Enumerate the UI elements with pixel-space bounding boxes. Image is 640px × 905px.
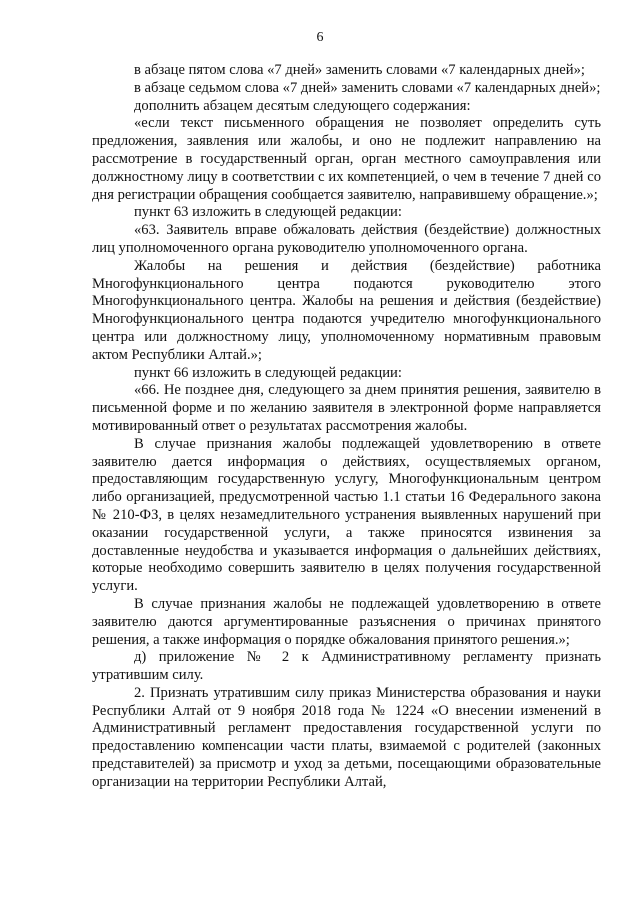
page-number: 6 bbox=[316, 30, 324, 45]
paragraph: «63. Заявитель вправе обжаловать действия (бездействие) должностных лиц уполномоченного органа руководителю уполномоченного органа. bbox=[92, 222, 601, 256]
paragraph: Жалобы на решения и действия (бездействие) работника Многофункционального центра подаются руководителю этого Многофункционального центра. Жалобы на решения и действия (бездействие) Многофункционального центра подаются учредителю многофункционального центра или должностному лицу, уполномоченному нормативным правовым актом Республики Алтай.»; bbox=[92, 257, 601, 363]
paragraph: В случае признания жалобы не подлежащей удовлетворению в ответе заявителю даются аргументированные разъяснения о причинах принятого решения, а также информация о порядке обжалования принятого решения.»; bbox=[92, 595, 601, 648]
document-body bbox=[92, 62, 601, 792]
paragraph: «66. Не позднее дня, следующего за днем принятия решения, заявителю в письменной форме и по желанию заявителя в электронной форме направляется мотивированный ответ о результатах рассмотрения жалобы. bbox=[92, 382, 601, 434]
paragraph: В случае признания жалобы подлежащей удовлетворению в ответе заявителю дается информация о действиях, осуществляемых органом, предоставляющим государственную услугу, Многофункциональным центром либо организацией, предусмотренной частью 1.1 статьи 16 Федерального закона № 210-ФЗ, в целях незамедлительного устранения выявленных нарушений при оказании государственной услуги, а также приносятся извинения за доставленные неудобства и указывается информация о дальнейших действиях, которые необходимо совершить заявителю в целях получения государственной услуги. bbox=[92, 435, 601, 595]
paragraph: в абзаце седьмом слова «7 дней» заменить словами «7 календарных дней»; bbox=[134, 79, 601, 96]
paragraph: 2. Признать утратившим силу приказ Министерства образования и науки Республики Алтай от 9 ноября 2018 года № 1224 «О внесении изменений в Административный регламент предоставления государственной услуги по предоставлению компенсации части платы, взимаемой с родителей (законных представителей) за присмотр и уход за детьми, посещающими образовательные организации на территории Республики Алтай, bbox=[92, 684, 601, 790]
paragraph: «если текст письменного обращения не позволяет определить суть предложения, заявления или жалобы, и оно не подлежит направлению на рассмотрение в государственный орган, орган местного самоуправления или должностному лицу в соответствии с их компетенцией, о чем в течение 7 дней со дня регистрации обращения сообщается заявителю, направившему обращение.»; bbox=[92, 115, 601, 203]
paragraph: дополнить абзацем десятым следующего содержания: bbox=[134, 97, 471, 114]
paragraph: пункт 63 изложить в следующей редакции: bbox=[134, 204, 402, 221]
paragraph: д) приложение № 2 к Административному регламенту признать утратившим силу. bbox=[92, 649, 601, 684]
paragraph: пункт 66 изложить в следующей редакции: bbox=[134, 364, 402, 381]
paragraph: в абзаце пятом слова «7 дней» заменить словами «7 календарных дней»; bbox=[134, 62, 585, 78]
